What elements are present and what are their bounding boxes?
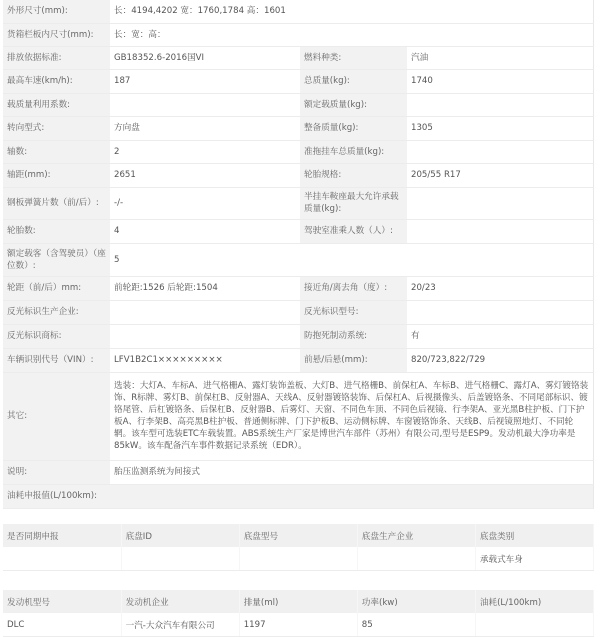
spec-value: LFV1B2C1××××××××× [110,348,300,372]
column-header: 功率(kw) [357,590,475,613]
spec-row [3,460,594,484]
chassis-header-row [3,524,594,547]
table-row [3,613,594,637]
spec-row [3,69,594,93]
spec-row [3,300,594,324]
table-cell: 一汽-大众汽车有限公司 [121,613,239,637]
vehicle-spec-table [3,0,594,509]
spec-label: 轮距（前/后）mm: [3,276,110,300]
spec-value: 187 [110,69,300,93]
spec-label: 反光标识商标: [3,324,110,348]
spec-label: 油耗申报值(L/100km): [3,484,110,508]
spec-value [110,324,300,348]
spec-value: GB18352.6-2016国VI [110,46,300,69]
column-header: 底盘生产企业 [357,524,475,547]
spec-label: 燃料种类: [300,46,407,69]
column-header: 底盘类别 [475,524,593,547]
chassis-table [3,524,594,571]
spec-value: 1740 [407,69,594,93]
spec-label: 货箱栏板内尺寸(mm): [3,23,110,46]
spec-row [3,243,594,276]
spec-label: 轴距(mm): [3,163,110,187]
spec-value-other: 选装：大灯A、车标A、进气格栅A、露灯装饰盖板、大灯B、进气格栅B、前保杠A、车标B、进气格栅C、露灯A、雾灯镀铬装饰、R标牌、雾灯B、前保杠B、反射器A、天线A、反射器镀铬装饰、后保杠A、后视摄像头、后盖镀铬条、不同尾部标识、镀铬尾管、后杠镀铬条、后保杠B、反射器B、后雾灯、天窗、不同色车顶、不同色后视镜、行李架A、亚光黑B柱护板、门下护板A、行李架B、高亮黑B柱护板、普通侧标牌、门下护板B、运动侧标牌、车窗镀铬饰条、天线B、后视镜照地灯、不同轮辋。该车型可选装ETC车载装置。ABS系统生产厂家是博世汽车部件（苏州）有限公司,型号是ESP9。发动机最大净功率是85kW。该车配备汽车事件数据记录系统（EDR）。 [110,372,594,460]
spec-value: -/- [110,187,300,219]
spec-row [3,187,594,219]
spec-value [407,93,594,116]
spec-label: 最高车速(km/h): [3,69,110,93]
spec-value: 前轮距:1526 后轮距:1504 [110,276,300,300]
spec-value: 1305 [407,116,594,140]
spec-value: 4 [110,219,300,243]
spec-value: 205/55 R17 [407,163,594,187]
table-cell: 1197 [239,613,357,637]
spec-label: 接近角/离去角（度）: [300,276,407,300]
spec-label: 转向型式: [3,116,110,140]
spec-label: 钢板弹簧片数（前/后）: [3,187,110,219]
table-cell [357,547,475,571]
spec-value: 有 [407,324,594,348]
spec-label: 载质量利用系数: [3,93,110,116]
spec-row [3,219,594,243]
spec-row [3,116,594,140]
spec-value [407,300,594,324]
spec-row [3,23,594,46]
spec-value [110,300,300,324]
table-row [3,547,594,571]
spec-value [110,93,300,116]
spec-row [3,372,594,460]
spec-label: 说明: [3,460,110,484]
spec-row [3,163,594,187]
spec-row [3,140,594,163]
spec-row [3,46,594,69]
spec-value [407,187,594,219]
spec-row [3,324,594,348]
spec-label: 准拖挂车总质量(kg): [300,140,407,163]
spec-label: 车辆识别代号（VIN）: [3,348,110,372]
engine-header-row [3,590,594,613]
spec-label: 轮胎规格: [300,163,407,187]
spec-row [3,348,594,372]
spec-label: 其它: [3,372,110,460]
spec-value: 长：宽：高： [110,23,594,46]
column-header: 发动机型号 [3,590,121,613]
spec-label: 整备质量(kg): [300,116,407,140]
spec-row [3,93,594,116]
spec-label: 总质量(kg): [300,69,407,93]
engine-table [3,590,594,637]
column-header: 油耗(L/100km) [475,590,593,613]
column-header: 是否同期申报 [3,524,121,547]
spec-value: 胎压监测系统为间接式 [110,460,594,484]
table-cell [121,547,239,571]
spec-value: 2651 [110,163,300,187]
table-cell: 85 [357,613,475,637]
spec-value: 汽油 [407,46,594,69]
spec-value: 820/723,822/729 [407,348,594,372]
table-cell [239,547,357,571]
spec-label: 轴数: [3,140,110,163]
spec-label: 额定载质量(kg): [300,93,407,116]
column-header: 排量(ml) [239,590,357,613]
column-header: 发动机企业 [121,590,239,613]
table-cell: DLC [3,613,121,637]
spec-row [3,0,594,23]
spec-label: 半挂车鞍座最大允许承载质量(kg): [300,187,407,219]
spec-label: 外形尺寸(mm): [3,0,110,23]
spec-label: 防抱死制动系统: [300,324,407,348]
spec-value: 5 [110,243,594,276]
spec-label: 额定载客（含驾驶员）（座位数）: [3,243,110,276]
spec-value: 2 [110,140,300,163]
spec-row [3,276,594,300]
spec-row [3,484,594,508]
spec-value: 长：4194,4202 宽：1760,1784 高：1601 [110,0,594,23]
spec-value [407,140,594,163]
column-header: 底盘型号 [239,524,357,547]
spec-label: 轮胎数: [3,219,110,243]
table-cell [3,547,121,571]
spec-label: 驾驶室准乘人数（人）: [300,219,407,243]
spec-label: 反光标识生产企业: [3,300,110,324]
spec-value [110,484,594,508]
spec-value: 20/23 [407,276,594,300]
table-cell [475,613,593,637]
spec-label: 排放依据标准: [3,46,110,69]
spec-value [407,219,594,243]
spec-label: 反光标识型号: [300,300,407,324]
column-header: 底盘ID [121,524,239,547]
spec-label: 前悬/后悬(mm): [300,348,407,372]
table-cell: 承载式车身 [475,547,593,571]
spec-value: 方向盘 [110,116,300,140]
